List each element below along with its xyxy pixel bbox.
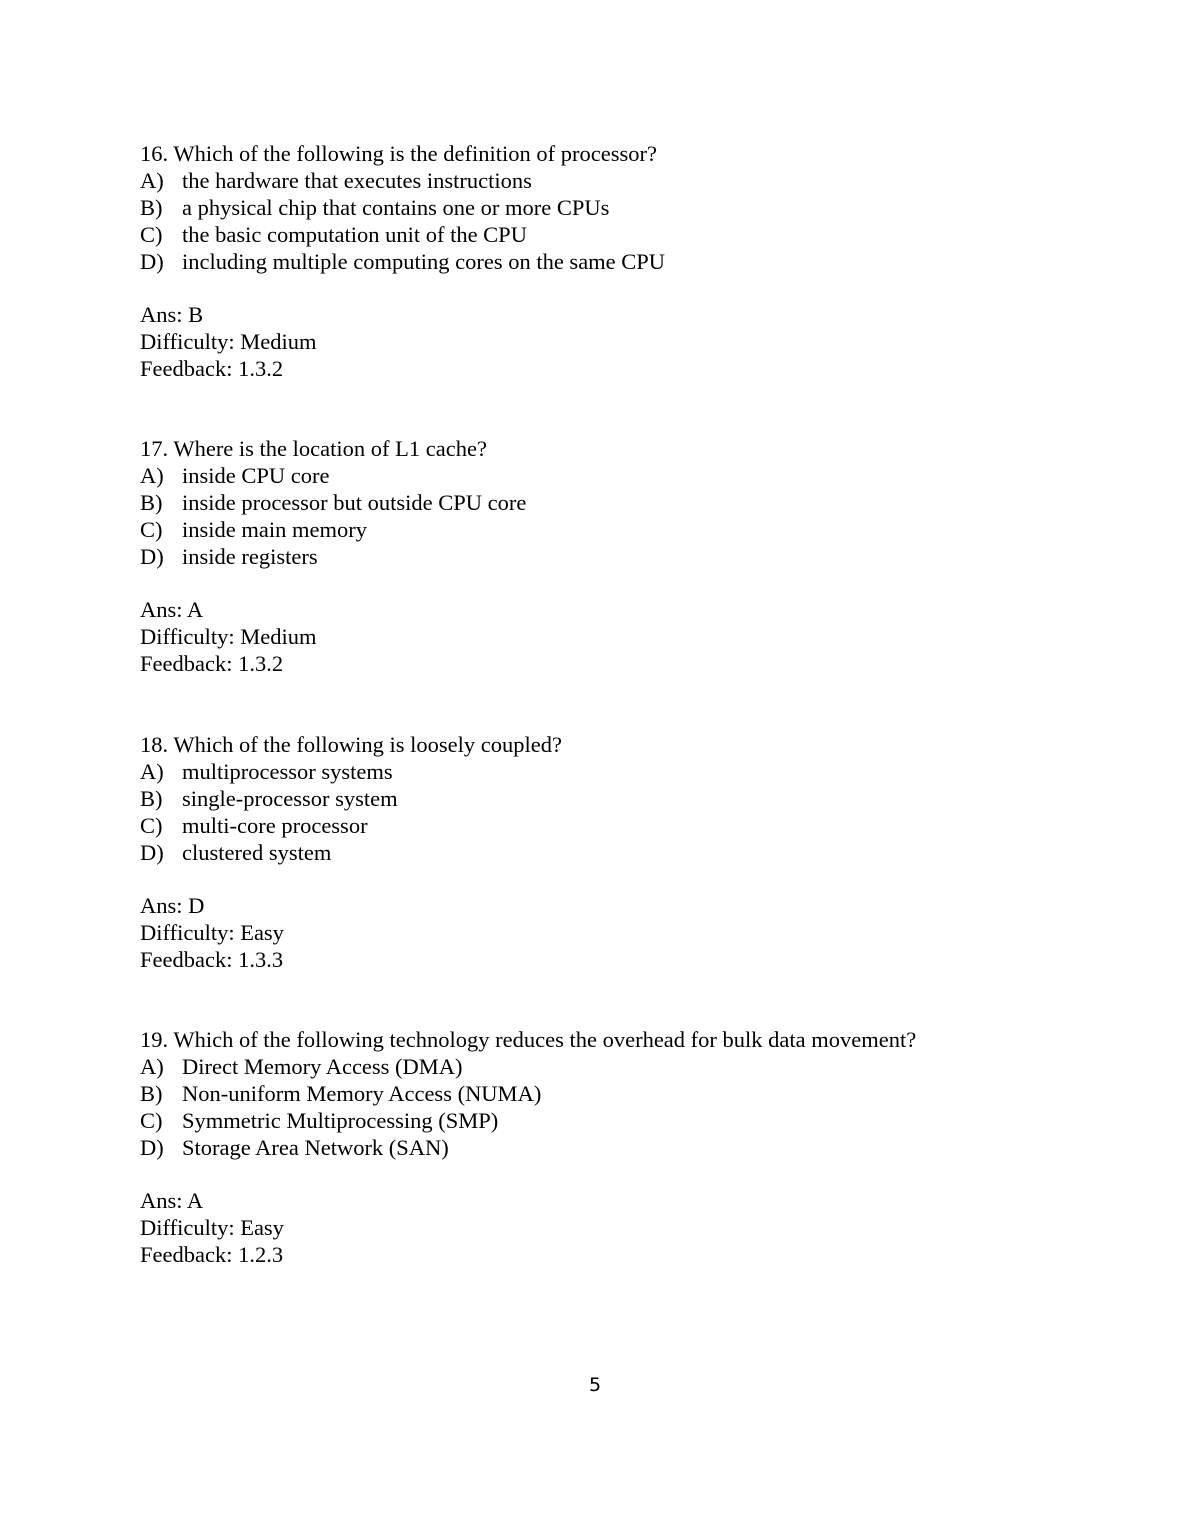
option-c: [140, 1107, 1100, 1134]
page-number: 5: [588, 1374, 602, 1396]
question-19: [140, 1026, 1100, 1268]
answer: Ans: A: [140, 597, 204, 622]
question-17: [140, 435, 1100, 677]
option-c: [140, 221, 1100, 248]
option-text: multiprocessor systems: [182, 759, 393, 784]
option-b: [140, 194, 1100, 221]
option-text: Direct Memory Access (DMA): [182, 1054, 463, 1079]
option-a: [140, 1053, 1100, 1080]
option-text: Storage Area Network (SAN): [182, 1135, 449, 1160]
option-b: [140, 489, 1100, 516]
option-a: [140, 758, 1100, 785]
feedback: Feedback: 1.3.3: [140, 947, 284, 972]
question-stem: 19. Which of the following technology reduces the overhead for bulk data movement?: [140, 1027, 917, 1052]
option-letter: A): [140, 1054, 164, 1079]
option-letter: A): [140, 759, 164, 784]
question-stem: 18. Which of the following is loosely coupled?: [140, 732, 563, 757]
question-16: [140, 140, 1100, 382]
option-c: [140, 516, 1100, 543]
feedback: Feedback: 1.3.2: [140, 651, 284, 676]
option-letter: A): [140, 168, 164, 193]
option-text: Non-uniform Memory Access (NUMA): [182, 1081, 542, 1106]
answer-block: [140, 301, 1100, 382]
option-b: [140, 1080, 1100, 1107]
option-letter: A): [140, 463, 164, 488]
option-text: a physical chip that contains one or more CPUs: [182, 195, 610, 220]
option-d: [140, 248, 1100, 275]
feedback: Feedback: 1.3.2: [140, 356, 284, 381]
difficulty: Difficulty: Medium: [140, 624, 317, 649]
option-a: [140, 462, 1100, 489]
option-a: [140, 167, 1100, 194]
difficulty: Difficulty: Easy: [140, 920, 284, 945]
option-text: single-processor system: [182, 786, 398, 811]
option-letter: C): [140, 1108, 163, 1133]
option-letter: C): [140, 222, 163, 247]
option-letter: C): [140, 517, 163, 542]
option-text: inside processor but outside CPU core: [182, 490, 527, 515]
question-stem: 16. Which of the following is the definition of processor?: [140, 141, 657, 166]
option-letter: B): [140, 786, 163, 811]
answer: Ans: D: [140, 893, 205, 918]
option-text: clustered system: [182, 840, 332, 865]
option-text: multi-core processor: [182, 813, 368, 838]
option-letter: D): [140, 1135, 164, 1160]
option-letter: B): [140, 195, 163, 220]
difficulty: Difficulty: Easy: [140, 1215, 284, 1240]
option-text: Symmetric Multiprocessing (SMP): [182, 1108, 499, 1133]
option-letter: D): [140, 840, 164, 865]
option-text: including multiple computing cores on the same CPU: [182, 249, 666, 274]
answer: Ans: B: [140, 302, 204, 327]
answer-block: [140, 892, 1100, 973]
option-text: inside CPU core: [182, 463, 330, 488]
option-text: inside main memory: [182, 517, 367, 542]
answer-block: [140, 1187, 1100, 1268]
option-d: [140, 839, 1100, 866]
answer: Ans: A: [140, 1188, 204, 1213]
option-letter: B): [140, 1081, 163, 1106]
option-letter: B): [140, 490, 163, 515]
option-c: [140, 812, 1100, 839]
answer-block: [140, 596, 1100, 677]
option-text: the basic computation unit of the CPU: [182, 222, 527, 247]
difficulty: Difficulty: Medium: [140, 329, 317, 354]
option-letter: C): [140, 813, 163, 838]
option-b: [140, 785, 1100, 812]
option-d: [140, 1134, 1100, 1161]
option-text: inside registers: [182, 544, 318, 569]
question-18: [140, 731, 1100, 973]
option-text: the hardware that executes instructions: [182, 168, 532, 193]
option-letter: D): [140, 544, 164, 569]
option-letter: D): [140, 249, 164, 274]
option-d: [140, 543, 1100, 570]
question-stem: 17. Where is the location of L1 cache?: [140, 436, 487, 461]
feedback: Feedback: 1.2.3: [140, 1242, 284, 1267]
